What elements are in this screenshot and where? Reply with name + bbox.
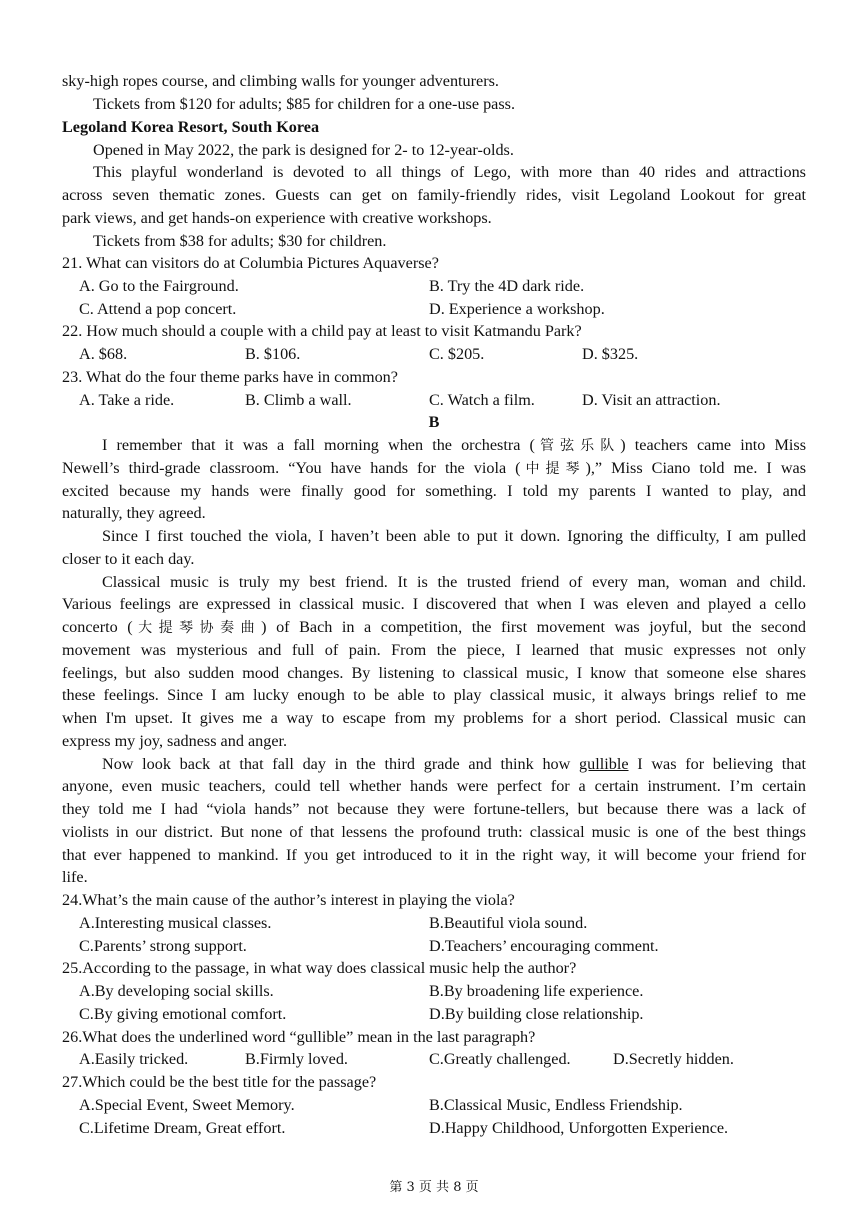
option-23-c: C. Watch a film. bbox=[429, 391, 535, 409]
option-25-d: D.By building close relationship. bbox=[429, 1005, 644, 1023]
option-22-a: A. $68. bbox=[79, 345, 128, 363]
option-21-a: A. Go to the Fairground. bbox=[79, 277, 239, 295]
passage-line: these feelings. Since I am lucky enough to be able to play classical music, it always brings relief to me bbox=[62, 686, 806, 704]
question-stem-23: 23. What do the four theme parks have in common? bbox=[62, 368, 398, 386]
question-stem-22: 22. How much should a couple with a child pay at least to visit Katmandu Park? bbox=[62, 322, 582, 340]
question-stem-25: 25.According to the passage, in what way does classical music help the author? bbox=[62, 959, 577, 977]
option-26-b: B.Firmly loved. bbox=[245, 1050, 348, 1068]
option-25-a: A.By developing social skills. bbox=[79, 982, 274, 1000]
option-27-a: A.Special Event, Sweet Memory. bbox=[79, 1096, 295, 1114]
legoland-line: park views, and get hands-on experience with creative workshops. bbox=[62, 209, 492, 227]
question-stem-24: 24.What’s the main cause of the author’s interest in playing the viola? bbox=[62, 891, 515, 909]
underlined-word: gullible bbox=[579, 755, 629, 773]
option-27-c: C.Lifetime Dream, Great effort. bbox=[79, 1119, 286, 1137]
legoland-tickets: Tickets from $38 for adults; $30 for children. bbox=[93, 232, 387, 250]
option-22-b: B. $106. bbox=[245, 345, 301, 363]
option-27-d: D.Happy Childhood, Unforgotten Experience. bbox=[429, 1119, 729, 1137]
passage-line: Now look back at that fall day in the third grade and think how gullible I was for believing that bbox=[102, 755, 807, 773]
passage-line: movement was mysterious and full of pain. From the piece, I learned that music expresses not only bbox=[62, 641, 806, 659]
option-23-b: B. Climb a wall. bbox=[245, 391, 352, 409]
option-21-b: B. Try the 4D dark ride. bbox=[429, 277, 585, 295]
passage-line: express my joy, sadness and anger. bbox=[62, 732, 288, 750]
legoland-line: Opened in May 2022, the park is designed for 2- to 12-year-olds. bbox=[93, 141, 514, 159]
option-25-b: B.By broadening life experience. bbox=[429, 982, 644, 1000]
passage-line: Various feelings are expressed in classical music. I discovered that when I was eleven and played a cello bbox=[62, 595, 806, 613]
passage-line: life. bbox=[62, 868, 88, 886]
option-22-d: D. $325. bbox=[582, 345, 639, 363]
passage-line: that ever happened to mankind. If you get introduced to it in the right way, it will become your friend for bbox=[62, 846, 806, 864]
legoland-line: This playful wonderland is devoted to all things of Lego, with more than 40 rides and attractions bbox=[93, 163, 806, 181]
option-24-a: A.Interesting musical classes. bbox=[79, 914, 272, 932]
passage-line: feelings, but also sudden mood changes. By listening to classical music, I know that someone else shares bbox=[62, 664, 806, 682]
passage-line: they told me I had “viola hands” not because they were fortune-tellers, but because there was a lack of bbox=[62, 800, 806, 818]
option-23-d: D. Visit an attraction. bbox=[582, 391, 721, 409]
passage-line: Classical music is truly my best friend. It is the trusted friend of every man, woman and child. bbox=[102, 573, 806, 591]
passage-line: Newell’s third-grade classroom. “You have hands for the viola (中提琴),” Miss Ciano told me. I was bbox=[62, 459, 806, 477]
intro-tickets: Tickets from $120 for adults; $85 for children for a one-use pass. bbox=[93, 95, 515, 113]
option-24-b: B.Beautiful viola sound. bbox=[429, 914, 588, 932]
option-26-d: D.Secretly hidden. bbox=[613, 1050, 734, 1068]
option-27-b: B.Classical Music, Endless Friendship. bbox=[429, 1096, 683, 1114]
passage-line: concerto (大提琴协奏曲) of Bach in a competition, the first movement was joyful, but the second bbox=[62, 618, 807, 636]
legoland-heading: Legoland Korea Resort, South Korea bbox=[62, 118, 320, 136]
question-stem-27: 27.Which could be the best title for the passage? bbox=[62, 1073, 377, 1091]
passage-line: violists in our district. But none of that lessens the profound truth: classical music is one of the best things bbox=[62, 823, 806, 841]
option-25-c: C.By giving emotional comfort. bbox=[79, 1005, 287, 1023]
option-23-a: A. Take a ride. bbox=[79, 391, 175, 409]
option-26-c: C.Greatly challenged. bbox=[429, 1050, 571, 1068]
option-22-c: C. $205. bbox=[429, 345, 485, 363]
passage-line: I remember that it was a fall morning when the orchestra (管弦乐队) teachers came into Miss bbox=[102, 436, 807, 454]
option-24-c: C.Parents’ strong support. bbox=[79, 937, 247, 955]
passage-line: excited because my hands were finally good for something. I told my parents I wanted to play, and bbox=[62, 482, 806, 500]
question-stem-26: 26.What does the underlined word “gullible” mean in the last paragraph? bbox=[62, 1028, 536, 1046]
passage-line: closer to it each day. bbox=[62, 550, 195, 568]
option-24-d: D.Teachers’ encouraging comment. bbox=[429, 937, 659, 955]
page-number: 第 3 页 共 8 页 bbox=[389, 1180, 479, 1195]
passage-line: when I'm upset. It gives me a way to escape from my problems for a short period. Classical music can bbox=[62, 709, 806, 727]
option-21-c: C. Attend a pop concert. bbox=[79, 300, 237, 318]
option-21-d: D. Experience a workshop. bbox=[429, 300, 605, 318]
intro-line: sky-high ropes course, and climbing walls for younger adventurers. bbox=[62, 72, 499, 90]
option-26-a: A.Easily tricked. bbox=[79, 1050, 189, 1068]
section-label: B bbox=[428, 413, 440, 431]
passage-line: anyone, even music teachers, could tell whether hands were perfect for a certain instrument. I’m certain bbox=[62, 777, 806, 795]
question-stem-21: 21. What can visitors do at Columbia Pictures Aquaverse? bbox=[62, 254, 439, 272]
passage-line: Since I first touched the viola, I haven’t been able to put it down. Ignoring the difficulty, I am pulled bbox=[102, 527, 806, 545]
legoland-line: across seven thematic zones. Guests can get on family-friendly rides, visit Legoland Lookout for great bbox=[62, 186, 806, 204]
passage-line: naturally, they agreed. bbox=[62, 504, 206, 522]
